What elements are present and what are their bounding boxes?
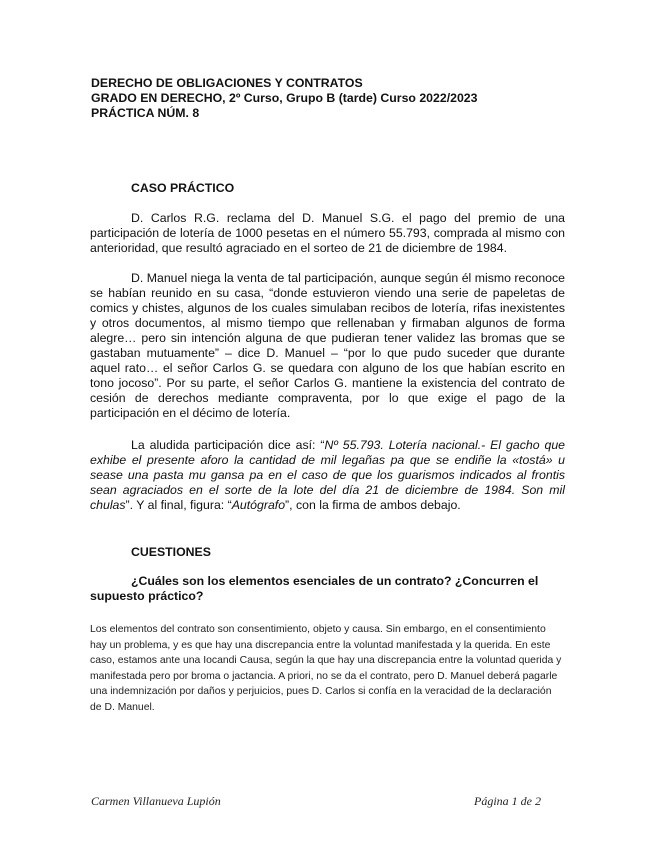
question-1: ¿Cuáles son los elementos esenciales de un contrato? ¿Concurren el supuesto práctico? xyxy=(90,574,539,603)
practice-number: PRÁCTICA NÚM. 8 xyxy=(91,106,200,120)
questions-title: CUESTIONES xyxy=(131,545,211,559)
course-title: DERECHO DE OBLIGACIONES Y CONTRATOS xyxy=(91,76,363,90)
case-paragraph-1: D. Carlos R.G. reclama del D. Manuel S.G. el pago del premio de una participación de lotería de 1000 pesetas en el número 55.793, comprada al mismo con anterioridad, que resultó agraciado en el sorteo de 21 de diciembre de 1984. xyxy=(90,211,565,255)
case-paragraph-2: D. Manuel niega la venta de tal participación, aunque según él mismo reconoce se habían reunido en su casa, “donde estuvieron viendo una serie de papeletas de comics y chistes, algunos de los cuales simulaban recibos de lotería, rifas inexistentes y otros documentos, al mismo tiempo que rellenaban y firmaban algunos de forma alegre… pero sin intención alguna de que pudieran tener validez las bromas que se gastaban mutuamente” – dice D. Manuel – “por lo que pudo suceder que durante aquel rato… el señor Carlos G. se quedara con alguno de los que habían escrito en tono jocoso”. Por su parte, el señor Carlos G. mantiene la existencia del contrato de cesión de derechos mediante compraventa, por lo que exige el pago de la participación en el décimo de lotería. xyxy=(90,271,565,420)
case-paragraph-3 xyxy=(90,438,565,513)
p3-autograph: Autógrafo xyxy=(231,498,286,512)
case-title: CASO PRÁCTICO xyxy=(131,181,235,195)
p3-tail: ”, con la firma de ambos debajo. xyxy=(285,498,461,512)
course-details: GRADO EN DERECHO, 2º Curso, Grupo B (tarde) Curso 2022/2023 xyxy=(91,91,478,105)
p3-lead: La aludida participación dice así: “ xyxy=(131,438,325,452)
p3-mid: ”. Y al final, figura: “ xyxy=(125,498,232,512)
footer-page-number: Página 1 de 2 xyxy=(474,794,541,808)
footer-author: Carmen Villanueva Lupión xyxy=(91,794,221,808)
answer-1: Los elementos del contrato son consentimiento, objeto y causa. Sin embargo, en el consentimiento hay un problema, y es que hay una discrepancia entre la voluntad manifestada y la querida. En este caso, estamos ante una Iocandi Causa, según la que hay una discrepancia entre la voluntad querida y manifestada pero por broma o jactancia. A priori, no se da el contrato, pero D. Manuel deberá pagarle una indemnización por daños y perjuicios, pues D. Carlos si confía en la veracidad de la declaración de D. Manuel. xyxy=(90,624,562,713)
p3-quote: Nº 55.793. Lotería nacional.- El gacho que exhibe el presente aforo la cantidad de mil legañas pa que se endiñe la «tostá» u sease una pasta mu gansa pa en el caso de que los guarismos indicados al frontis sean agraciados en el sorte de la lote del día 21 de diciembre de 1984. Son mil chulas xyxy=(90,438,565,512)
document-header xyxy=(91,76,571,121)
